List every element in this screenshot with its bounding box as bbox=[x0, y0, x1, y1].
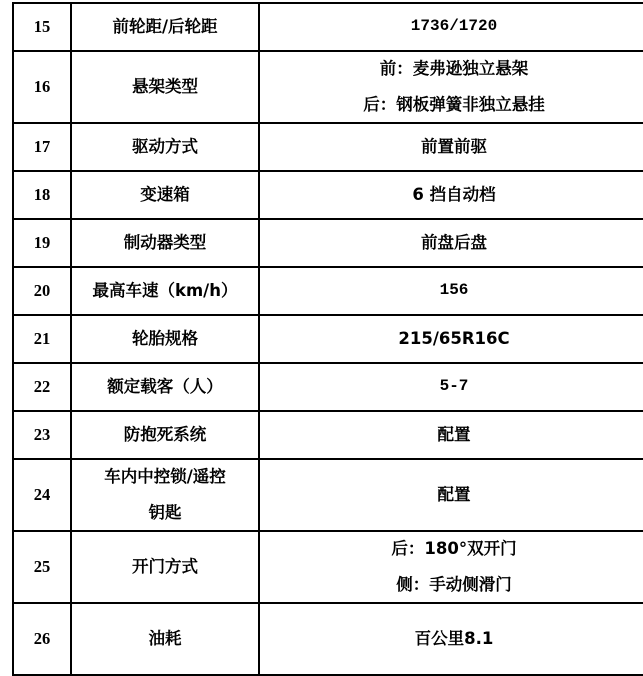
spec-value-cell bbox=[259, 123, 643, 171]
spec-name-line: 前轮距/后轮距 bbox=[112, 16, 218, 36]
spec-name-line: 最高车速（km/h） bbox=[92, 280, 238, 300]
table-row bbox=[13, 123, 643, 171]
table-row bbox=[13, 531, 643, 603]
spec-name-line: 驱动方式 bbox=[132, 136, 198, 156]
spec-name-line: 悬架类型 bbox=[132, 76, 198, 96]
spec-value-line: 215/65R16C bbox=[398, 328, 510, 348]
row-index-cell: 26 bbox=[13, 603, 71, 675]
spec-name-line: 防抱死系统 bbox=[123, 424, 207, 444]
spec-value-cell bbox=[259, 603, 643, 675]
spec-name-line: 制动器类型 bbox=[123, 232, 207, 252]
table-row bbox=[13, 267, 643, 315]
spec-value-line: 5-7 bbox=[439, 377, 469, 396]
spec-value-line: 前置前驱 bbox=[421, 136, 487, 156]
table-row bbox=[13, 315, 643, 363]
spec-value-line: 配置 bbox=[437, 424, 471, 444]
spec-name-cell bbox=[71, 123, 259, 171]
spec-value-cell bbox=[259, 411, 643, 459]
spec-name-cell bbox=[71, 219, 259, 267]
spec-name-cell bbox=[71, 3, 259, 51]
spec-value-line: 前：麦弗逊独立悬架 bbox=[379, 58, 529, 78]
row-index-cell: 17 bbox=[13, 123, 71, 171]
table-row bbox=[13, 363, 643, 411]
spec-value-line: 6 挡自动档 bbox=[412, 184, 496, 204]
spec-name-cell bbox=[71, 315, 259, 363]
table-row bbox=[13, 219, 643, 267]
table-row bbox=[13, 171, 643, 219]
spec-name-line: 开门方式 bbox=[132, 556, 198, 576]
spec-name-line: 钥匙 bbox=[148, 503, 182, 522]
document-page bbox=[0, 2, 643, 648]
spec-name-line: 额定载客（人） bbox=[107, 376, 223, 396]
spec-value-line: 156 bbox=[439, 281, 469, 300]
spec-value-line: 配置 bbox=[437, 484, 471, 504]
row-index-cell: 23 bbox=[13, 411, 71, 459]
spec-name-cell bbox=[71, 363, 259, 411]
table-row bbox=[13, 603, 643, 675]
table-row bbox=[13, 3, 643, 51]
spec-value-cell bbox=[259, 363, 643, 411]
spec-value-line: 前盘后盘 bbox=[421, 232, 487, 252]
spec-name-cell bbox=[71, 411, 259, 459]
spec-name-line: 车内中控锁/遥控 bbox=[104, 466, 226, 486]
row-index-cell: 22 bbox=[13, 363, 71, 411]
spec-value-line: 1736/1720 bbox=[410, 17, 498, 36]
spec-value-cell bbox=[259, 315, 643, 363]
row-index-cell: 15 bbox=[13, 3, 71, 51]
spec-value-line: 侧：手动侧滑门 bbox=[396, 575, 512, 594]
table-row bbox=[13, 411, 643, 459]
spec-name-line: 变速箱 bbox=[140, 184, 190, 204]
spec-value-cell bbox=[259, 219, 643, 267]
vehicle-spec-table bbox=[12, 2, 643, 676]
table-row bbox=[13, 51, 643, 123]
row-index-cell: 24 bbox=[13, 459, 71, 531]
spec-value-cell bbox=[259, 459, 643, 531]
row-index-cell: 16 bbox=[13, 51, 71, 123]
spec-value-cell bbox=[259, 171, 643, 219]
spec-value-cell bbox=[259, 267, 643, 315]
spec-name-cell bbox=[71, 603, 259, 675]
spec-value-cell bbox=[259, 51, 643, 123]
row-index-cell: 18 bbox=[13, 171, 71, 219]
spec-name-cell bbox=[71, 171, 259, 219]
spec-name-cell bbox=[71, 51, 259, 123]
table-row bbox=[13, 459, 643, 531]
row-index-cell: 20 bbox=[13, 267, 71, 315]
spec-name-cell bbox=[71, 459, 259, 531]
spec-value-line: 百公里8.1 bbox=[414, 628, 494, 648]
spec-value-line: 后：180°双开门 bbox=[391, 538, 517, 558]
spec-value-line: 后：钢板弹簧非独立悬挂 bbox=[363, 95, 545, 114]
row-index-cell: 19 bbox=[13, 219, 71, 267]
spec-value-cell bbox=[259, 3, 643, 51]
spec-name-line: 油耗 bbox=[148, 628, 182, 648]
row-index-cell: 21 bbox=[13, 315, 71, 363]
spec-name-cell bbox=[71, 531, 259, 603]
spec-name-line: 轮胎规格 bbox=[132, 328, 198, 348]
spec-value-cell bbox=[259, 531, 643, 603]
row-index-cell: 25 bbox=[13, 531, 71, 603]
spec-name-cell bbox=[71, 267, 259, 315]
